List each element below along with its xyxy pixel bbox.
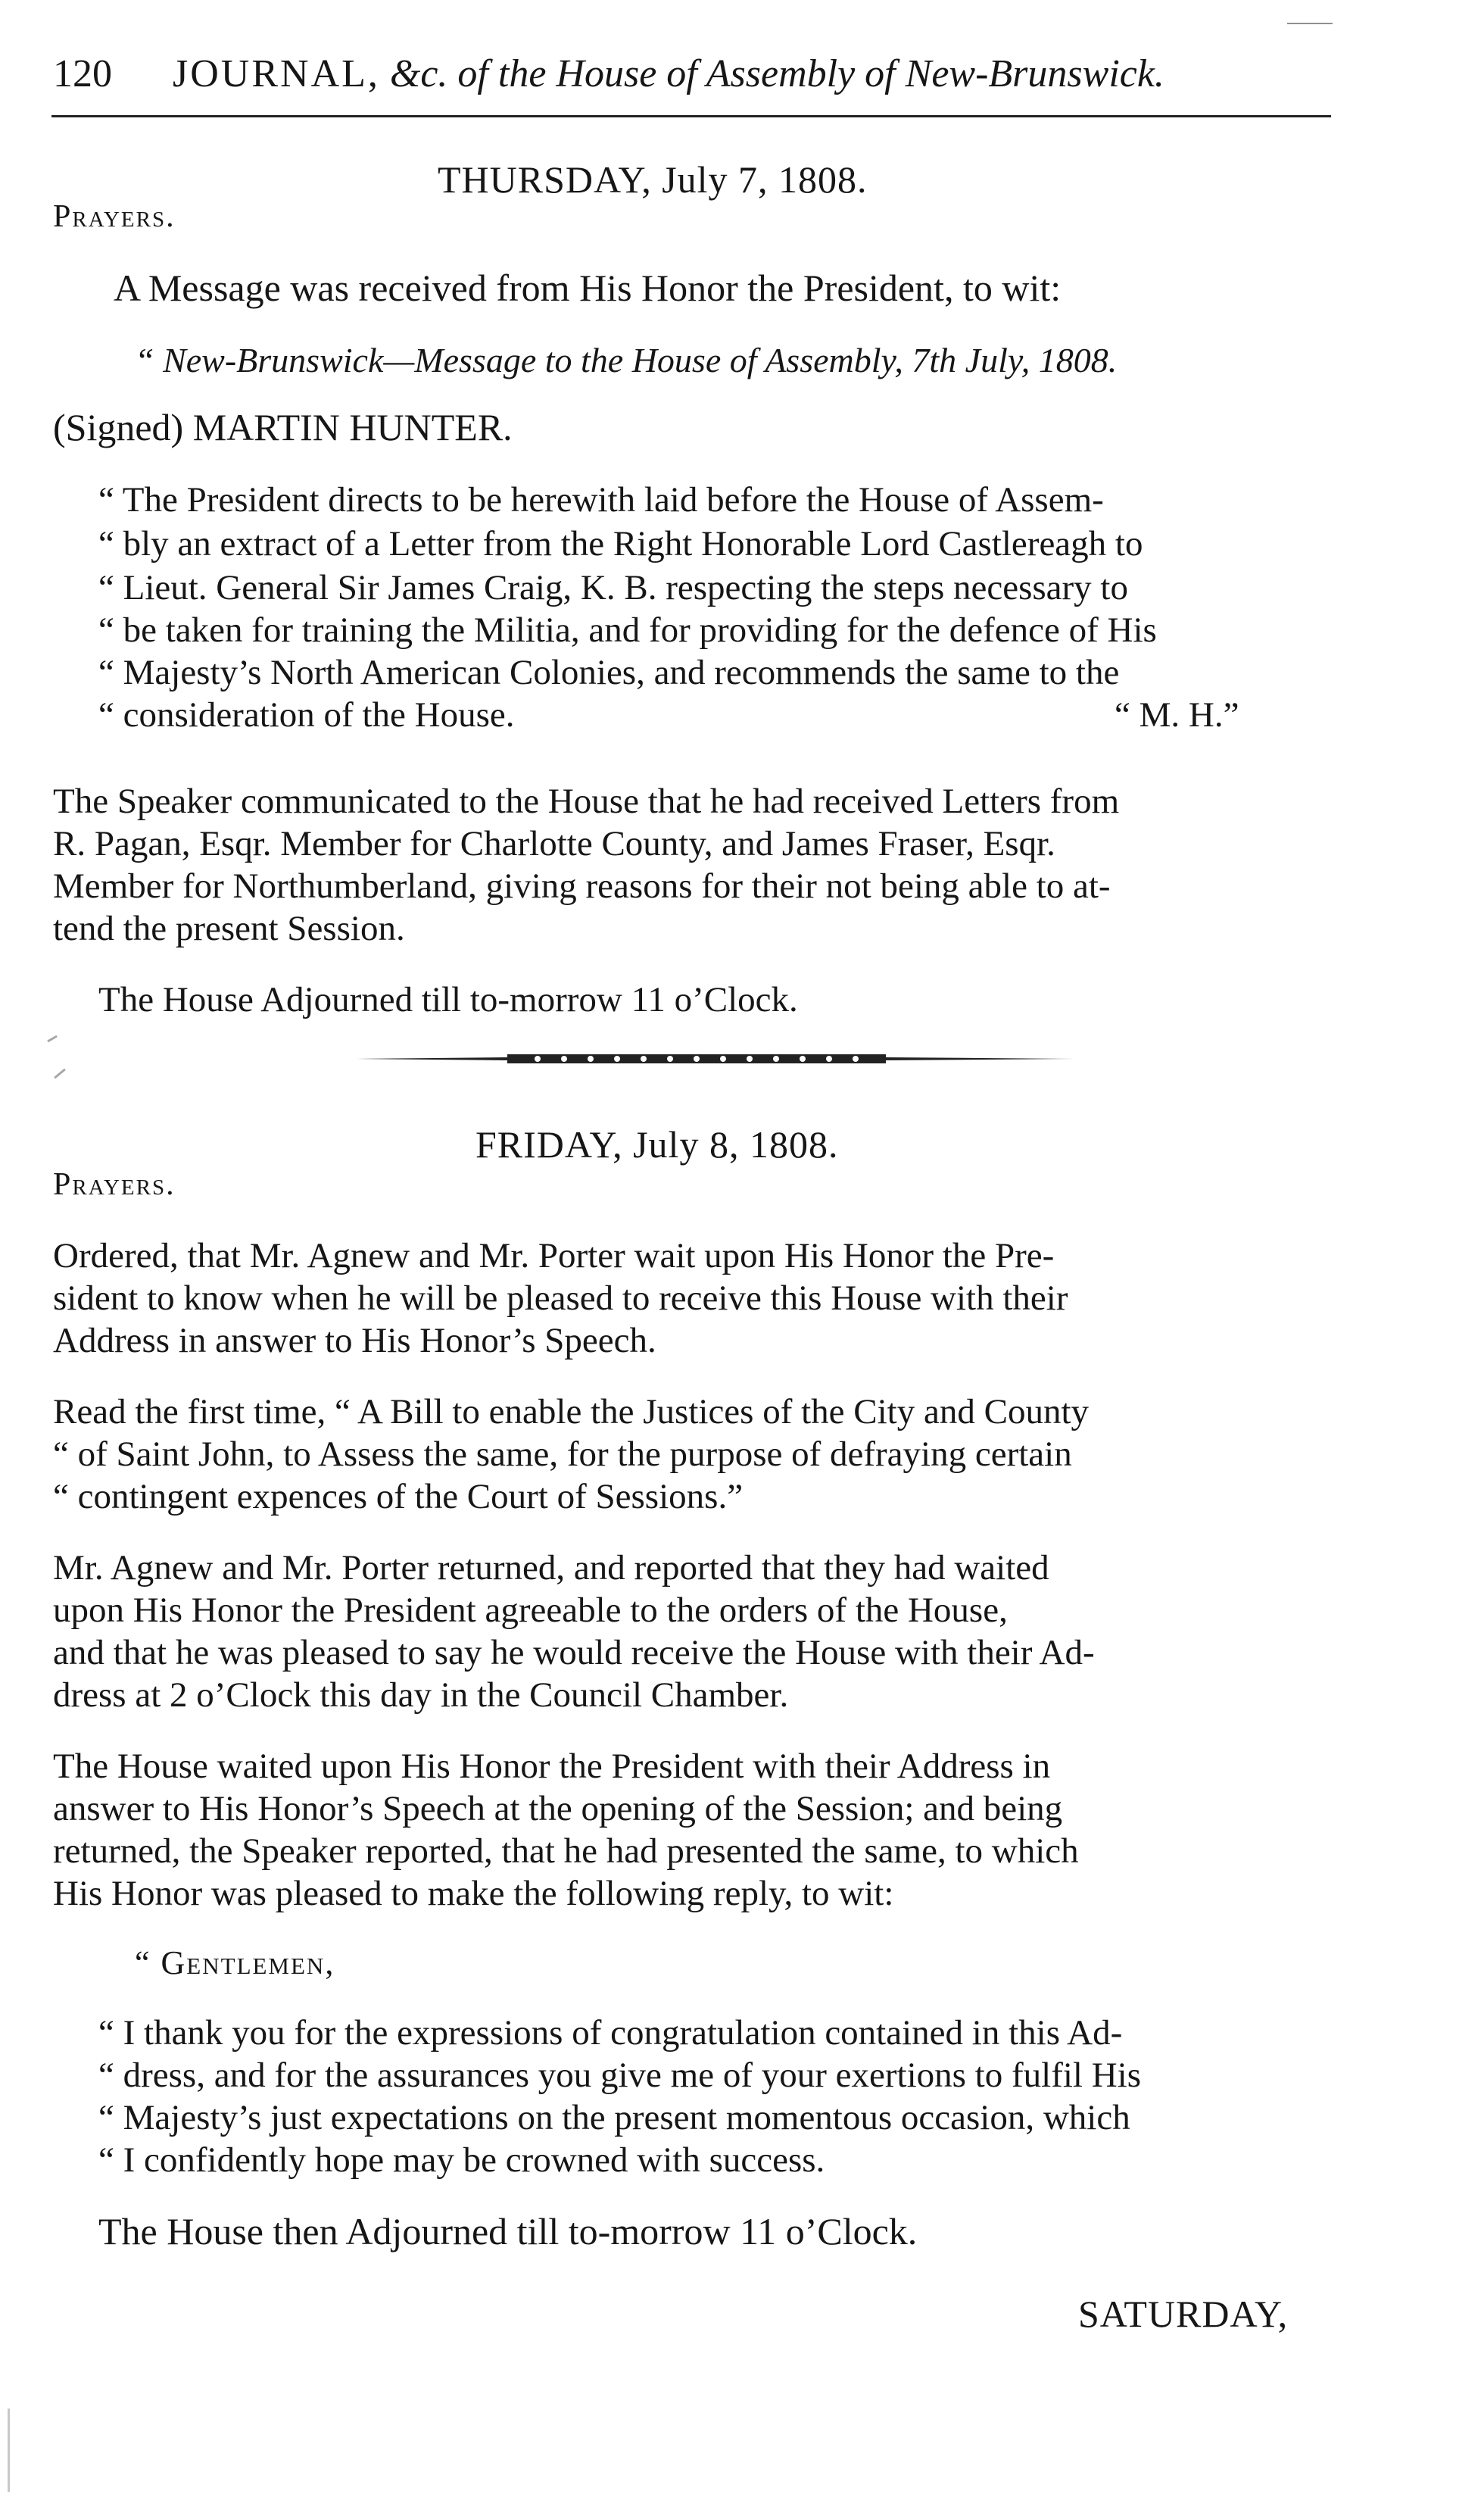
returned-line: upon His Honor the President agreeable to the orders of the House, [53,1591,1008,1630]
speaker-line: Member for Northumberland, giving reasons for their not being able to at- [53,866,1111,906]
friday-date-heading: FRIDAY, July 8, 1808. [475,1123,839,1166]
gentlemen-salutation: “ Gentlemen, [135,1944,335,1981]
returned-line: Mr. Agnew and Mr. Porter returned, and reported that they had waited [53,1548,1049,1587]
waited-line: answer to His Honor’s Speech at the opening of the Session; and being [53,1789,1063,1828]
running-title-rest: &c. of the House of Assembly of New-Brunswick. [389,52,1164,95]
friday-adjourned: The House then Adjourned till to-morrow 11 o’Clock. [98,2210,918,2252]
friday-prayers: Prayers. [53,1167,176,1202]
ordered-line: sident to know when he will be pleased to receive this House with their [53,1278,1068,1318]
speaker-line: R. Pagan, Esqr. Member for Charlotte County, and James Fraser, Esqr. [53,824,1055,863]
catchword: SATURDAY, [1078,2293,1289,2335]
waited-line: His Honor was pleased to make the following reply, to wit: [53,1874,894,1913]
message-line: “ be taken for training the Militia, and for providing for the defence of His [98,610,1157,650]
bill-line: “ contingent expences of the Court of Sessions.” [53,1477,744,1516]
reply-line: “ I confidently hope may be crowned with success. [98,2140,825,2180]
message-line: “ consideration of the House. [98,695,515,735]
ordered-line: Address in answer to His Honor’s Speech. [53,1321,656,1360]
header-rule [51,115,1331,117]
thursday-prayers: Prayers. [53,199,176,234]
margin-speck [8,2409,10,2492]
bill-line: “ of Saint John, to Assess the same, for the purpose of defraying certain [53,1435,1072,1474]
message-line: “ bly an extract of a Letter from the Right Honorable Lord Castlereagh to [98,524,1143,564]
returned-line: dress at 2 o’Clock this day in the Council Chamber. [53,1675,789,1715]
waited-line: The House waited upon His Honor the President with their Address in [53,1747,1051,1786]
top-edge-mark [1287,23,1333,24]
reply-line: “ Majesty’s just expectations on the present momentous occasion, which [98,2098,1130,2137]
message-line: “ The President directs to be herewith laid before the House of Assem- [98,480,1104,520]
ordered-line: Ordered, that Mr. Agnew and Mr. Porter wait upon His Honor the Pre- [53,1236,1055,1275]
margin-speck [47,1035,58,1043]
message-received: A Message was received from His Honor the President, to wit: [114,267,1062,309]
page-number: 120 [53,52,112,95]
running-title [173,52,1164,96]
thursday-adjourned: The House Adjourned till to-morrow 11 o’Clock. [98,980,798,1019]
reply-line: “ I thank you for the expressions of congratulation contained in this Ad- [98,2013,1123,2053]
message-initials: “ M. H.” [1115,695,1239,735]
margin-speck [54,1069,66,1079]
ornamental-divider [356,1044,1075,1074]
speaker-line: tend the present Session. [53,909,405,948]
reply-line: “ dress, and for the assurances you give me of your exertions to fulfil His [98,2056,1141,2095]
message-line: “ Majesty’s North American Colonies, and recommends the same to the [98,653,1120,692]
bill-line: Read the first time, “ A Bill to enable the Justices of the City and County [53,1392,1090,1431]
waited-line: returned, the Speaker reported, that he had presented the same, to which [53,1831,1079,1871]
signed-line: (Signed) MARTIN HUNTER. [53,406,513,448]
message-line: “ Lieut. General Sir James Craig, K. B. respecting the steps necessary to [98,568,1128,607]
running-title-journal: JOURNAL, [173,52,380,95]
speaker-line: The Speaker communicated to the House that he had received Letters from [53,782,1120,821]
returned-line: and that he was pleased to say he would receive the House with their Ad- [53,1633,1095,1672]
message-heading: “ New-Brunswick—Message to the House of Assembly, 7th July, 1808. [135,341,1118,379]
thursday-date-heading: THURSDAY, July 7, 1808. [438,158,868,201]
